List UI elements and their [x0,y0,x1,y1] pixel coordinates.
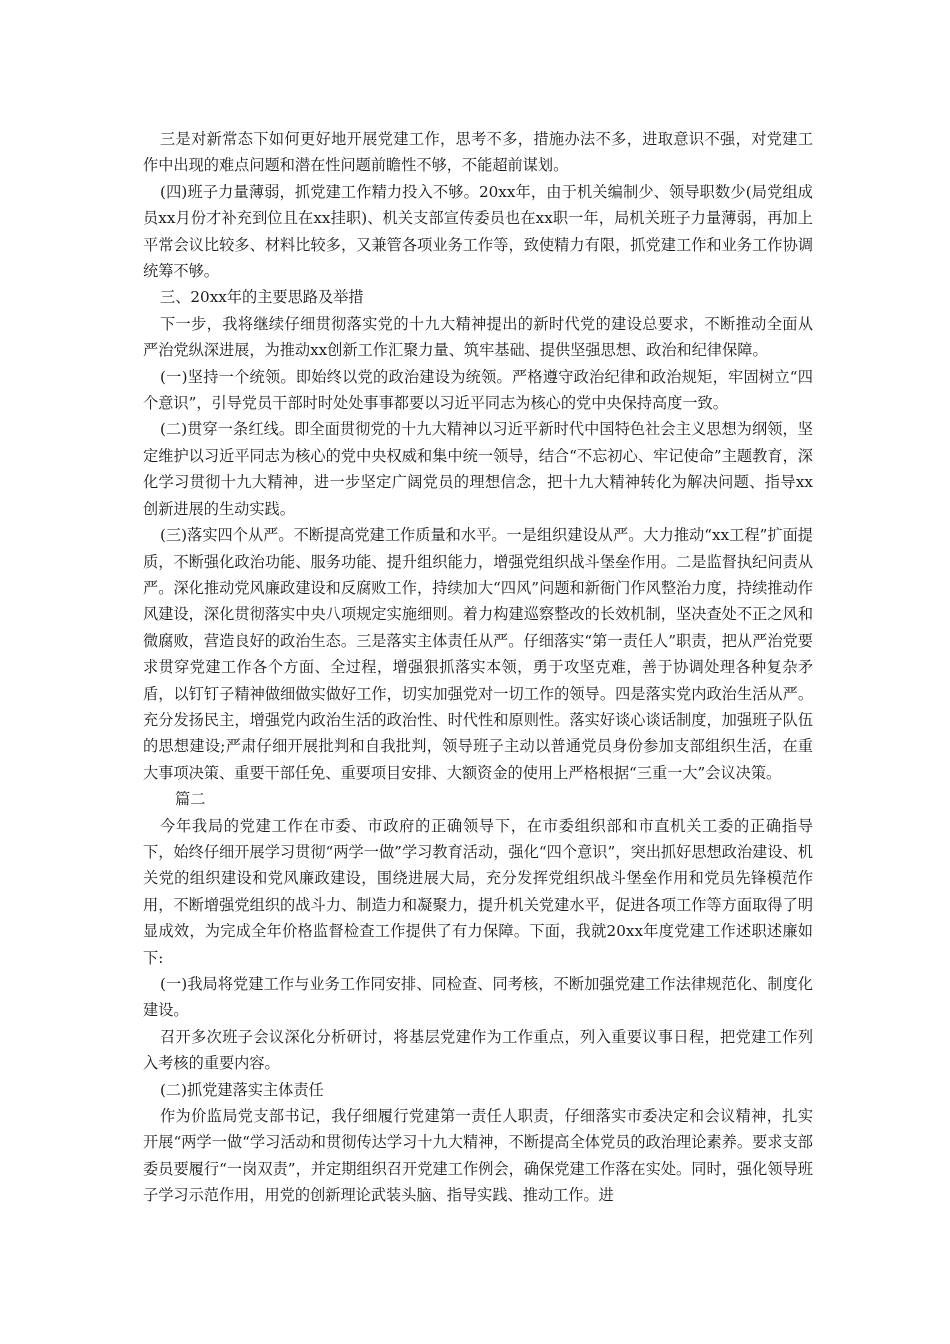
paragraph-part-two-intro: 今年我局的党建工作在市委、市政府的正确领导下，在市委组织部和市直机关工委的正确指导下，始终仔细开展学习贯彻“两学一做”学习教育活动，强化“四个意识”，突出抓好思想政治建设、机关党的组织建设和党风廉政建设，围绕进展大局，充分发挥党组织战斗堡垒作用和党员先锋模范作用，不断增强党组织的战斗力、制造力和凝聚力，提升机关党建水平，促进各项工作等方面取得了明显成效，为完成全年价格监督检查工作提供了有力保障。下面，我就20xx年度党建工作述职述廉如下: [143,816,813,967]
paragraph-part-two-item-two: (二)抓党建落实主体责任 [160,1080,324,1099]
part-two-heading: 篇二 [175,790,206,809]
paragraph-secretary-duty: 作为价监局党支部书记，我仔细履行党建第一责任人职责，仔细落实市委决定和会议精神，扎实开展“两学一做“学习活动和贯彻传达学习十九大精神，不断提高全体党员的政治理论素养。要求支部委员要履行“一岗双责”，并定期组织召开党建工作例会，确保党建工作落在实处。同时，强化领导班子学习示范作用，用党的创新理论武装头脑、指导实践、推动工作。进 [143,1107,813,1205]
section-heading-three: 三、20xx年的主要思路及举措 [160,288,364,307]
document-body [143,126,813,1209]
paragraph-item-one: (一)坚持一个统领。即始终以党的政治建设为统领。严格遵守政治纪律和政治规矩，牢固树立“四个意识”，引导党员干部时时处处事事都要以习近平同志为核心的党中央保持高度一致。 [143,367,813,413]
paragraph-item-four: (四)班子力量薄弱，抓党建工作精力投入不够。20xx年，由于机关编制少、领导职数少(局党组成员xx月份才补充到位且在xx挂职)、机关支部宣传委员也在xx职一年，局机关班子力量薄弱，再加上平常会议比较多、材料比较多，又兼管各项业务工作等，致使精力有限，抓党建工作和业务工作协调统筹不够。 [143,182,813,281]
paragraph-next-step: 下一步，我将继续仔细贯彻落实党的十九大精神提出的新时代党的建设总要求，不断推动全面从严治党纵深进展，为推动xx创新工作汇聚力量、筑牢基础、提供坚强思想、政治和纪律保障。 [143,314,813,360]
paragraph-meetings: 召开多次班子会议深化分析研讨，将基层党建作为工作重点，列入重要议事日程，把党建工作列入考核的重要内容。 [143,1027,813,1073]
paragraph-problem-three: 三是对新常态下如何更好地开展党建工作，思考不多，措施办法不多，进取意识不强，对党建工作中出现的难点问题和潜在性问题前瞻性不够，不能超前谋划。 [143,130,813,175]
paragraph-part-two-item-one: (一)我局将党建工作与业务工作同安排、同检查、同考核，不断加强党建工作法律规范化、制度化建设。 [143,975,813,1020]
paragraph-item-two: (二)贯穿一条红线。即全面贯彻党的十九大精神以习近平新时代中国特色社会主义思想为纲领，坚定维护以习近平同志为核心的党中央权威和集中统一领导，结合“不忘初心、牢记使命”主题教育，深化学习贯彻十九大精神，进一步坚定广阔党员的理想信念，把十九大精神转化为解决问题、指导xx创新进展的生动实践。 [143,420,813,518]
paragraph-item-three: (三)落实四个从严。不断提高党建工作质量和水平。一是组织建设从严。大力推动“xx工程”扩面提质，不断强化政治功能、服务功能、提升组织能力，增强党组织战斗堡垒作用。二是监督执纪问责从严。深化推动党风廉政建设和反腐败工作，持续加大“四风”问题和新衙门作风整治力度，持续推动作风建设，深化贯彻落实中央八项规定实施细则。着力构建巡察整改的长效机制，坚决查处不正之风和微腐败，营造良好的政治生态。三是落实主体责任从严。仔细落实“第一责任人”职责，把从严治党要求贯穿党建工作各个方面、全过程，增强狠抓落实本领，勇于攻坚克难，善于协调处理各种复杂矛盾，以钉钉子精神做细做实做好工作，切实加强党对一切工作的领导。四是落实党内政治生活从严。充分发扬民主，增强党内政治生活的政治性、时代性和原则性。落实好谈心谈话制度，加强班子队伍的思想建设;严肃仔细开展批判和自我批判，领导班子主动以普通党员身份参加支部组织生活，在重大事项决策、重要干部任免、重要项目安排、大额资金的使用上严格根据“三重一大”会议决策。 [143,526,813,782]
